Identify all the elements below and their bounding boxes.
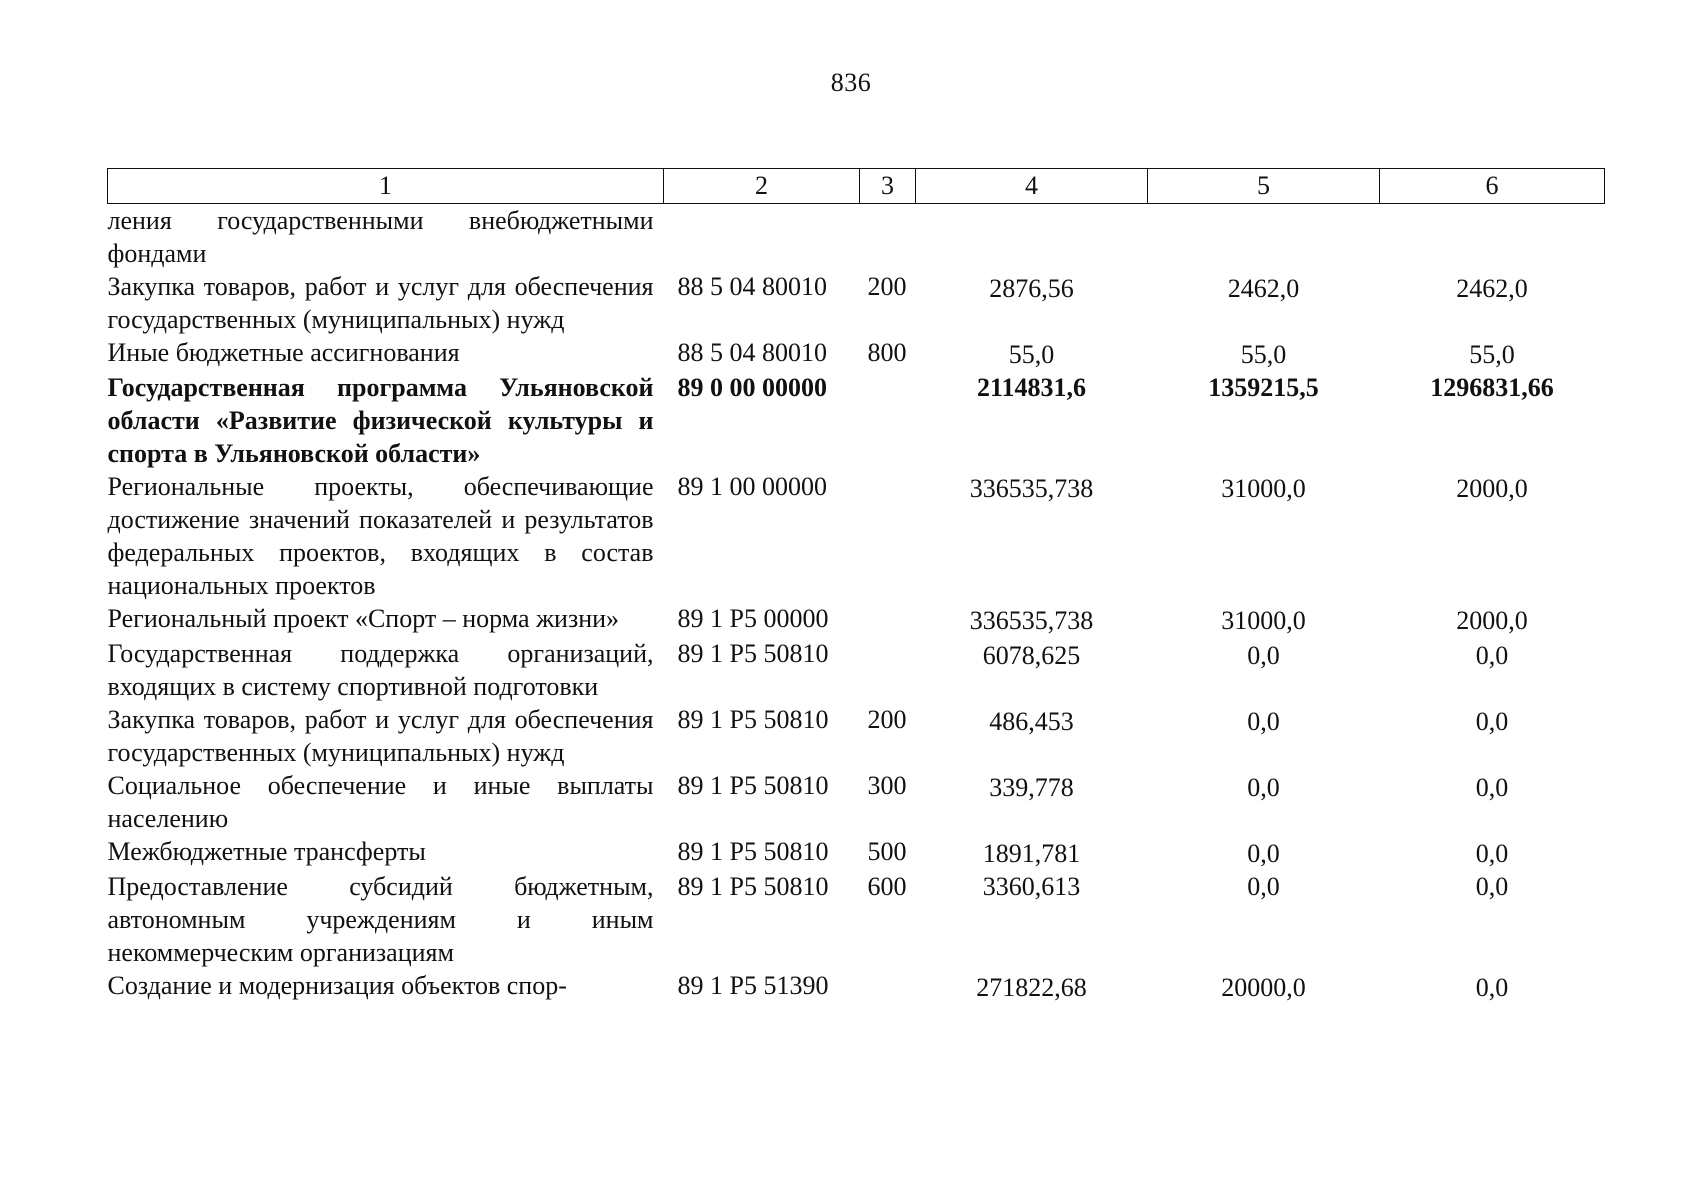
row-value-1: 2876,56	[989, 274, 1074, 303]
row-value-1: 1891,781	[982, 839, 1081, 868]
row-value-1: 271822,68	[976, 973, 1087, 1002]
row-value-1: 486,453	[989, 707, 1074, 736]
table-row	[108, 602, 1605, 637]
row-code	[664, 204, 860, 271]
row-name: ления государственными внебюджетными фондами	[107, 206, 654, 268]
row-name: Иные бюджетные ассигнования	[107, 338, 460, 367]
row-value-3: 55,0	[1469, 340, 1515, 369]
table-row	[108, 769, 1605, 835]
row-expense-type	[860, 371, 916, 470]
row-expense-type: 600	[867, 872, 907, 901]
row-name: Государственная поддержка организаций, входящих в систему спортивной подготовки	[107, 639, 654, 701]
row-expense-type: 200	[867, 272, 907, 301]
row-name: Региональный проект «Спорт – норма жизни»	[107, 604, 620, 633]
row-expense-type	[860, 969, 916, 1004]
row-expense-type	[860, 204, 916, 271]
row-code: 89 1 P5 51390	[677, 971, 829, 1000]
table-row	[108, 703, 1605, 769]
row-value-1: 3360,613	[982, 872, 1081, 901]
table-row	[108, 204, 1605, 271]
row-value-1: 55,0	[1008, 340, 1055, 369]
row-code: 88 5 04 80010	[677, 338, 827, 367]
row-value-3: 0,0	[1475, 641, 1509, 670]
column-header-4: 4	[916, 169, 1148, 204]
row-code: 89 1 P5 00000	[677, 604, 829, 633]
row-value-2: 31000,0	[1221, 606, 1306, 635]
column-header-6: 6	[1380, 169, 1605, 204]
row-code: 89 1 P5 50810	[677, 872, 829, 901]
table-row	[108, 835, 1605, 870]
row-value-3: 2462,0	[1456, 274, 1528, 303]
row-code: 89 1 P5 50810	[677, 837, 829, 866]
row-value-1: 6078,625	[982, 641, 1081, 670]
column-header-3: 3	[860, 169, 916, 204]
row-expense-type	[860, 637, 916, 703]
row-value-3: 2000,0	[1456, 474, 1528, 503]
budget-table	[107, 168, 1605, 1004]
table-row	[108, 336, 1605, 371]
column-header-1: 1	[108, 169, 664, 204]
row-code: 89 1 P5 50810	[677, 639, 829, 668]
table-row	[108, 371, 1605, 470]
table-row	[108, 870, 1605, 969]
row-code: 88 5 04 80010	[677, 272, 827, 301]
row-expense-type: 300	[867, 771, 907, 800]
row-expense-type: 800	[867, 338, 907, 367]
row-value-2: 0,0	[1247, 872, 1280, 901]
table-row	[108, 270, 1605, 336]
row-value-3: 0,0	[1475, 707, 1509, 736]
row-value-1: 339,778	[989, 773, 1074, 802]
row-value-2: 55,0	[1240, 340, 1287, 369]
table-header-row	[108, 169, 1605, 204]
row-code: 89 1 P5 50810	[677, 705, 829, 734]
row-value-3: 0,0	[1475, 839, 1509, 868]
row-name: Межбюджетные трансферты	[107, 837, 426, 866]
row-value-2: 1359215,5	[1208, 373, 1319, 402]
row-value-2: 2462,0	[1227, 274, 1300, 303]
column-header-2: 2	[664, 169, 860, 204]
row-name: Закупка товаров, работ и услуг для обеспечения государственных (муниципальных) нужд	[107, 272, 654, 334]
row-expense-type: 200	[867, 705, 907, 734]
row-code: 89 0 00 00000	[677, 373, 827, 402]
column-header-5: 5	[1148, 169, 1380, 204]
row-value-2: 0,0	[1247, 707, 1280, 736]
row-name: Региональные проекты, обеспечивающие достижение значений показателей и результатов федеральных проектов, входящих в состав национальных проектов	[107, 472, 654, 600]
row-name: Предоставление субсидий бюджетным, автономным учреждениям и иным некоммерческим организациям	[107, 872, 654, 967]
row-value-3	[1380, 204, 1605, 271]
row-expense-type	[860, 470, 916, 602]
page-number: 836	[830, 68, 872, 97]
row-value-3: 0,0	[1475, 973, 1509, 1002]
row-value-3: 0,0	[1475, 872, 1509, 901]
row-value-2: 0,0	[1247, 839, 1280, 868]
row-value-1	[916, 204, 1148, 271]
row-name: Социальное обеспечение и иные выплаты населению	[107, 771, 654, 833]
table-row	[108, 470, 1605, 602]
row-expense-type	[860, 602, 916, 637]
row-code: 89 1 P5 50810	[677, 771, 829, 800]
table-row	[108, 969, 1605, 1004]
table-row	[108, 637, 1605, 703]
row-expense-type: 500	[867, 837, 907, 866]
row-value-2: 31000,0	[1221, 474, 1306, 503]
row-value-1: 2114831,6	[976, 373, 1087, 402]
row-name: Государственная программа Ульяновской области «Развитие физической культуры и спорта в Ульяновской области»	[107, 373, 654, 468]
row-name: Создание и модернизация объектов спор-	[107, 971, 567, 1000]
row-name: Закупка товаров, работ и услуг для обеспечения государственных (муниципальных) нужд	[107, 705, 654, 767]
row-code: 89 1 00 00000	[677, 472, 827, 501]
row-value-2: 0,0	[1247, 641, 1280, 670]
row-value-3: 2000,0	[1456, 606, 1528, 635]
row-value-2	[1148, 204, 1380, 271]
row-value-1: 336535,738	[969, 606, 1094, 635]
row-value-2: 0,0	[1247, 773, 1280, 802]
row-value-2: 20000,0	[1221, 973, 1306, 1002]
row-value-3: 0,0	[1475, 773, 1509, 802]
row-value-3: 1296831,66	[1430, 373, 1554, 402]
row-value-1: 336535,738	[969, 474, 1094, 503]
